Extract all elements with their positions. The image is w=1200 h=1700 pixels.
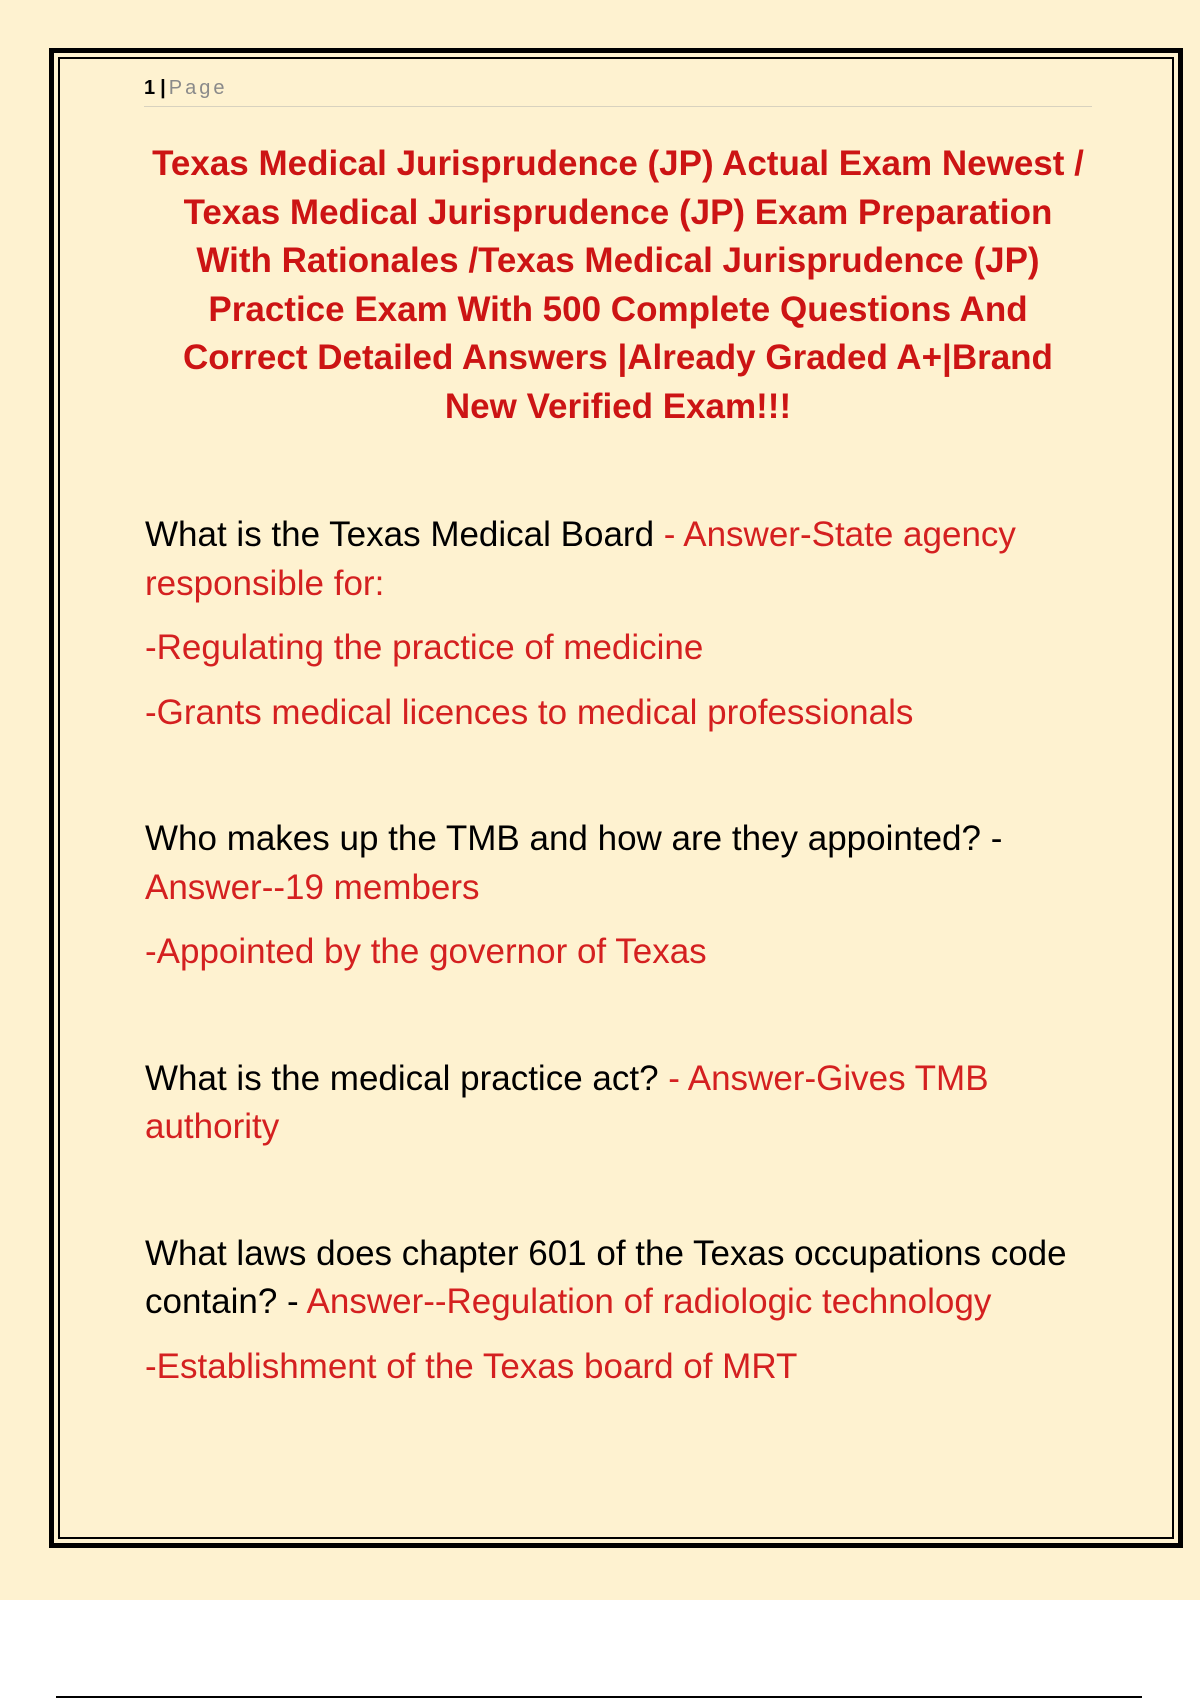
qa-paragraph	[145, 511, 1075, 608]
answer-separator: -	[980, 819, 1003, 858]
footer-rule	[56, 1696, 1142, 1698]
question-text: Who makes up the TMB and how are they appointed?	[145, 819, 981, 858]
page-separator: |	[160, 77, 166, 99]
answer-detail: -Grants medical licences to medical professionals	[145, 692, 914, 732]
question-text: What is the Texas Medical Board	[145, 515, 655, 554]
question-text: What laws does chapter 601 of the Texas occupations code contain?	[145, 1233, 1067, 1321]
page-number: 1	[144, 77, 156, 99]
answer-separator: -	[277, 1282, 307, 1321]
answer-detail: -Appointed by the governor of Texas	[145, 932, 707, 971]
qa-paragraph	[145, 1230, 1075, 1327]
answer-separator: -	[654, 515, 684, 554]
answer-text: Answer--19 members	[145, 867, 480, 907]
answer-text: Answer-State agency responsible for:	[145, 515, 1016, 603]
answer-separator: -	[658, 1058, 688, 1098]
qa-item	[145, 511, 1075, 737]
page-word: Page	[168, 77, 228, 99]
qa-paragraph	[145, 1055, 1075, 1152]
answer-detail: -Regulating the practice of medicine	[145, 628, 704, 667]
question-text: What is the medical practice act?	[145, 1058, 659, 1098]
qa-item	[145, 1230, 1075, 1392]
page-header	[144, 74, 1092, 107]
qa-item	[145, 815, 1075, 977]
answer-detail: -Establishment of the Texas board of MRT	[145, 1346, 798, 1386]
answer-text: Answer--Regulation of radiologic technology	[306, 1282, 992, 1321]
qa-list	[145, 511, 1075, 1391]
document-title: Texas Medical Jurisprudence (JP) Actual Exam Newest / Texas Medical Jurisprudence (JP) Exam Preparation With Rationales /Texas Medical Jurisprudence (JP) Practice Exam With 500 Complete Questions And Correct Detailed Answers |Already Graded A+|Brand New Verified Exam!!!	[152, 144, 1084, 426]
qa-paragraph	[145, 815, 1075, 912]
qa-item	[145, 1055, 1075, 1152]
answer-text: Answer-Gives TMB authority	[145, 1058, 989, 1146]
